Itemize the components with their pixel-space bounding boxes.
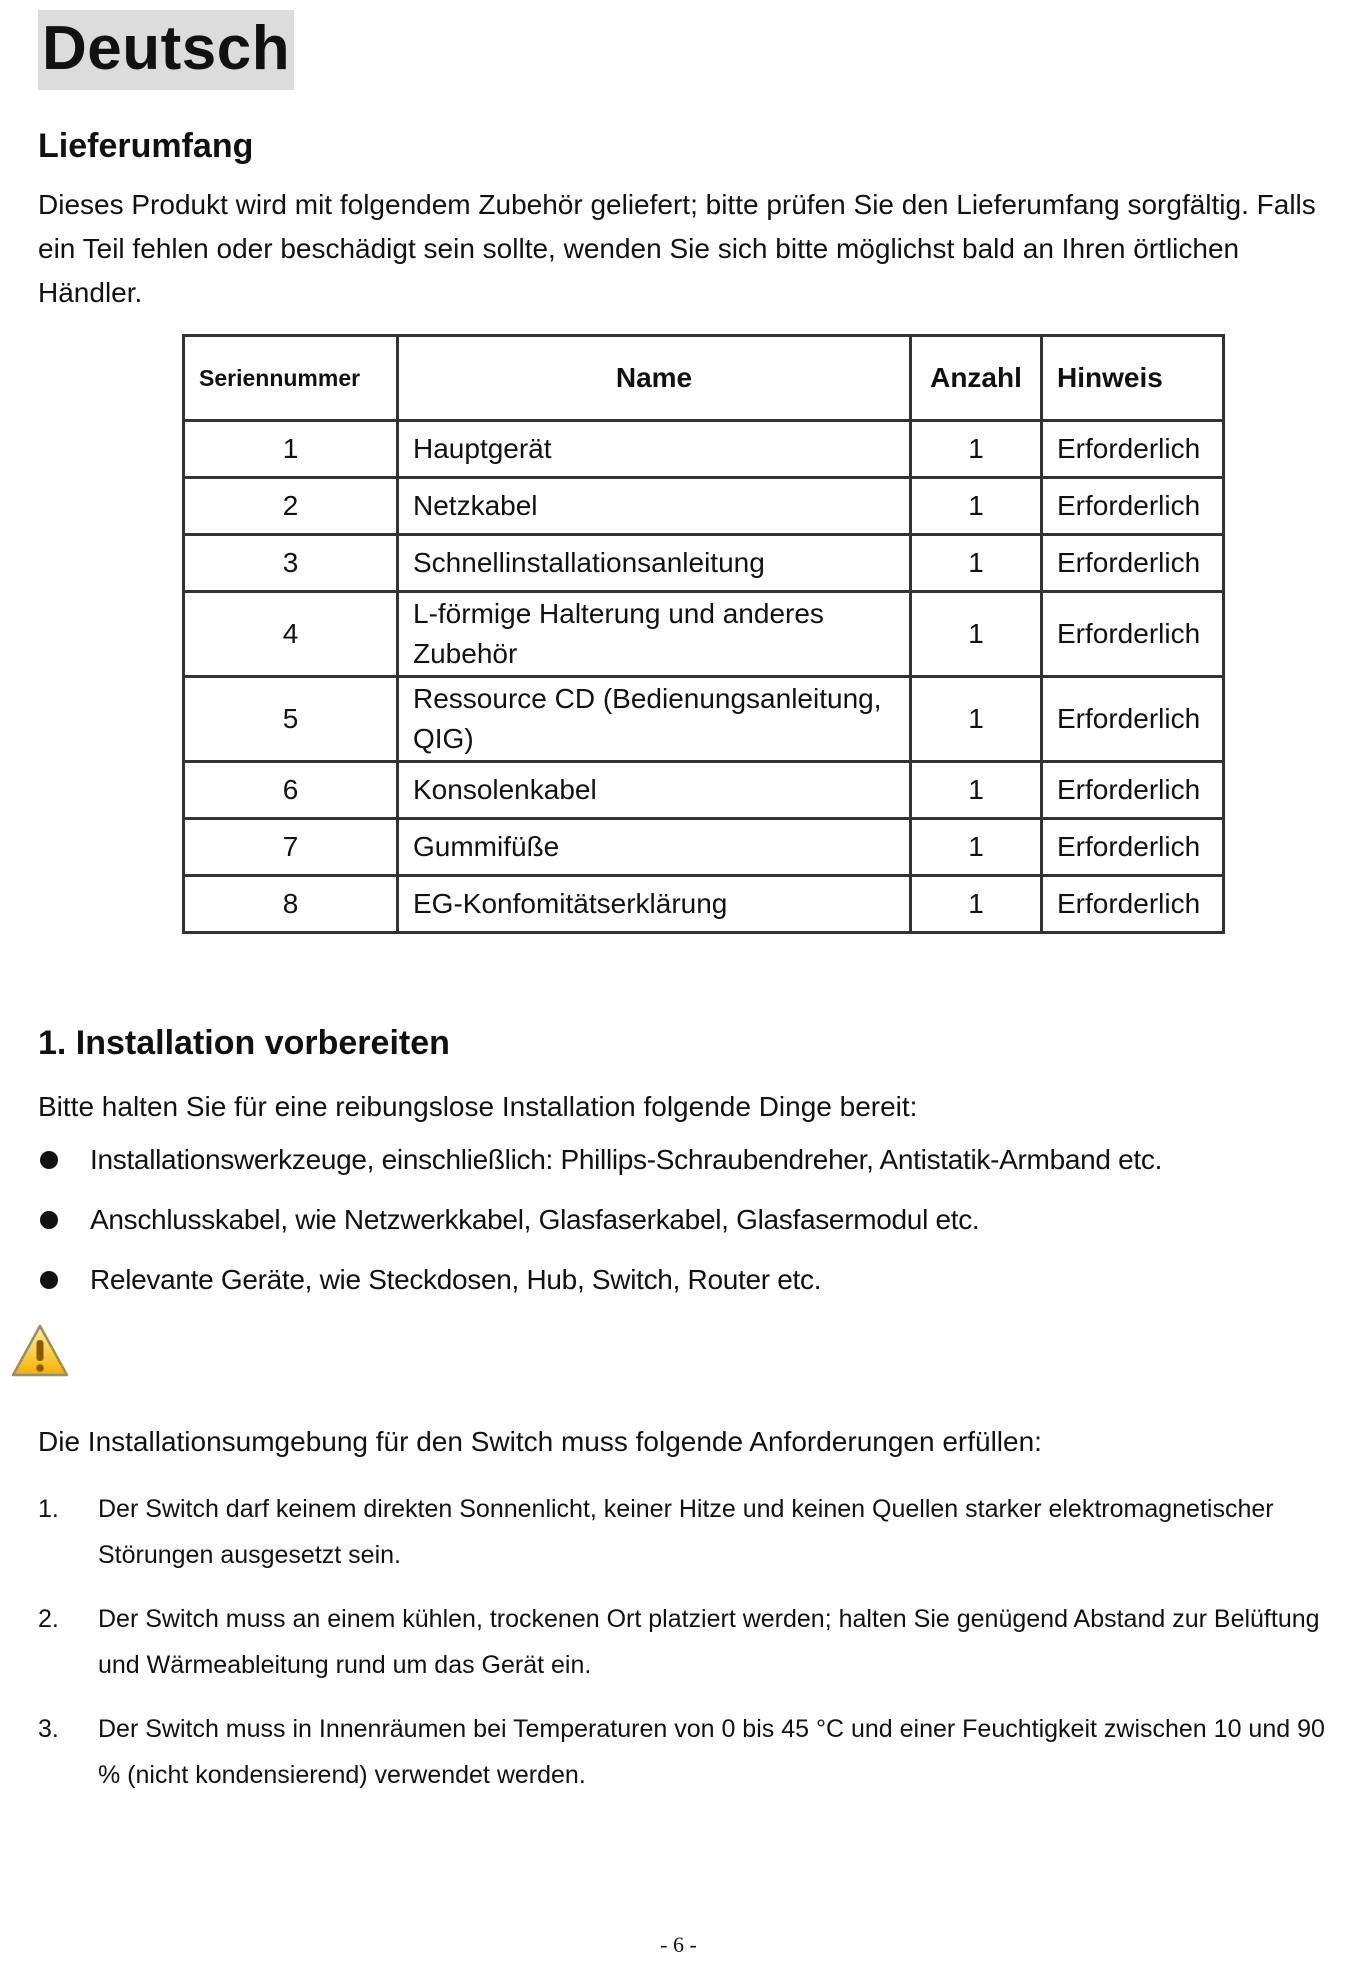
table-row — [184, 478, 1224, 535]
cell-serial-number: 2 — [184, 478, 398, 535]
cell-serial-number: 7 — [184, 819, 398, 876]
list-item-text: Installationswerkzeuge, einschließlich: Phillips-Schraubendreher, Antistatik-Armband etc. — [90, 1144, 1163, 1175]
header-quantity: Anzahl — [911, 336, 1042, 421]
cell-note: Erforderlich — [1042, 677, 1224, 762]
cell-name: L-förmige Halterung und anderes Zubehör — [398, 592, 911, 677]
package-contents-table — [182, 334, 1225, 934]
warning-triangle-graphic — [10, 1323, 70, 1379]
list-item-text: Der Switch darf keinem direkten Sonnenlicht, keiner Hitze und keinen Quellen starker elektromagnetischer Störungen ausgesetzt sein. — [98, 1495, 1274, 1569]
cell-quantity: 1 — [911, 762, 1042, 819]
cell-note: Erforderlich — [1042, 762, 1224, 819]
section-heading-install: 1. Installation vorbereiten — [38, 1024, 450, 1062]
cell-name: Hauptgerät — [398, 421, 911, 478]
cell-quantity: 1 — [911, 421, 1042, 478]
cell-name: Konsolenkabel — [398, 762, 911, 819]
cell-note: Erforderlich — [1042, 421, 1224, 478]
list-item — [38, 1706, 1348, 1798]
cell-serial-number: 3 — [184, 535, 398, 592]
cell-serial-number: 4 — [184, 592, 398, 677]
cell-note: Erforderlich — [1042, 592, 1224, 677]
prerequisites-list — [38, 1140, 1348, 1320]
list-item-text: Relevante Geräte, wie Steckdosen, Hub, Switch, Router etc. — [90, 1264, 822, 1295]
list-item — [38, 1140, 1348, 1200]
cell-quantity: 1 — [911, 478, 1042, 535]
cell-name: Ressource CD (Bedienungsanleitung, QIG) — [398, 677, 911, 762]
cell-note: Erforderlich — [1042, 819, 1224, 876]
cell-serial-number: 5 — [184, 677, 398, 762]
table-row — [184, 592, 1224, 677]
list-item-number: 2. — [38, 1605, 59, 1633]
list-item-text: Der Switch muss an einem kühlen, trockenen Ort platziert werden; halten Sie genügend Abstand zur Belüftung und Wärmeableitung rund um das Gerät ein. — [98, 1605, 1320, 1679]
cell-serial-number: 6 — [184, 762, 398, 819]
cell-quantity: 1 — [911, 535, 1042, 592]
table-row — [184, 677, 1224, 762]
table-row — [184, 876, 1224, 933]
bullet-icon — [40, 1211, 58, 1229]
list-item — [38, 1200, 1348, 1260]
cell-quantity: 1 — [911, 592, 1042, 677]
bullet-icon — [40, 1151, 58, 1169]
table-header-row — [184, 336, 1224, 421]
cell-quantity: 1 — [911, 819, 1042, 876]
table-row — [184, 421, 1224, 478]
cell-note: Erforderlich — [1042, 535, 1224, 592]
page-number: - 6 - — [660, 1932, 697, 1957]
bullet-icon — [40, 1271, 58, 1289]
scope-intro-paragraph: Dieses Produkt wird mit folgendem Zubehör geliefert; bitte prüfen Sie den Lieferumfang sorgfältig. Falls ein Teil fehlen oder beschädigt sein sollte, wenden Sie sich bitte möglichst bald an Ihren örtlichen Händler. — [38, 189, 1316, 308]
list-item — [38, 1260, 1348, 1320]
header-serial-number: Seriennummer — [184, 336, 398, 421]
list-item-text: Anschlusskabel, wie Netzwerkkabel, Glasfaserkabel, Glasfasermodul etc. — [90, 1204, 980, 1235]
environment-requirements-list — [38, 1486, 1348, 1816]
header-name: Name — [398, 336, 911, 421]
list-item-number: 3. — [38, 1715, 59, 1743]
cell-quantity: 1 — [911, 677, 1042, 762]
install-intro-paragraph: Bitte halten Sie für eine reibungslose Installation folgende Dinge bereit: — [38, 1091, 918, 1122]
environment-intro-paragraph: Die Installationsumgebung für den Switch muss folgende Anforderungen erfüllen: — [38, 1426, 1042, 1457]
cell-name: Netzkabel — [398, 478, 911, 535]
cell-name: Schnellinstallationsanleitung — [398, 535, 911, 592]
table-row — [184, 535, 1224, 592]
cell-name: EG-Konfomitätserklärung — [398, 876, 911, 933]
header-note: Hinweis — [1042, 336, 1224, 421]
cell-name: Gummifüße — [398, 819, 911, 876]
list-item-number: 1. — [38, 1495, 59, 1523]
warning-triangle-icon — [10, 1323, 70, 1379]
list-item — [38, 1486, 1348, 1578]
cell-quantity: 1 — [911, 876, 1042, 933]
list-item-text: Der Switch muss in Innenräumen bei Temperaturen von 0 bis 45 °C und einer Feuchtigkeit zwischen 10 und 90 % (nicht kondensierend) verwendet werden. — [98, 1715, 1325, 1789]
cell-note: Erforderlich — [1042, 876, 1224, 933]
section-heading-scope: Lieferumfang — [38, 127, 254, 165]
cell-note: Erforderlich — [1042, 478, 1224, 535]
cell-serial-number: 8 — [184, 876, 398, 933]
cell-serial-number: 1 — [184, 421, 398, 478]
language-title: Deutsch — [38, 10, 294, 90]
table-row — [184, 819, 1224, 876]
list-item — [38, 1596, 1348, 1688]
table-row — [184, 762, 1224, 819]
